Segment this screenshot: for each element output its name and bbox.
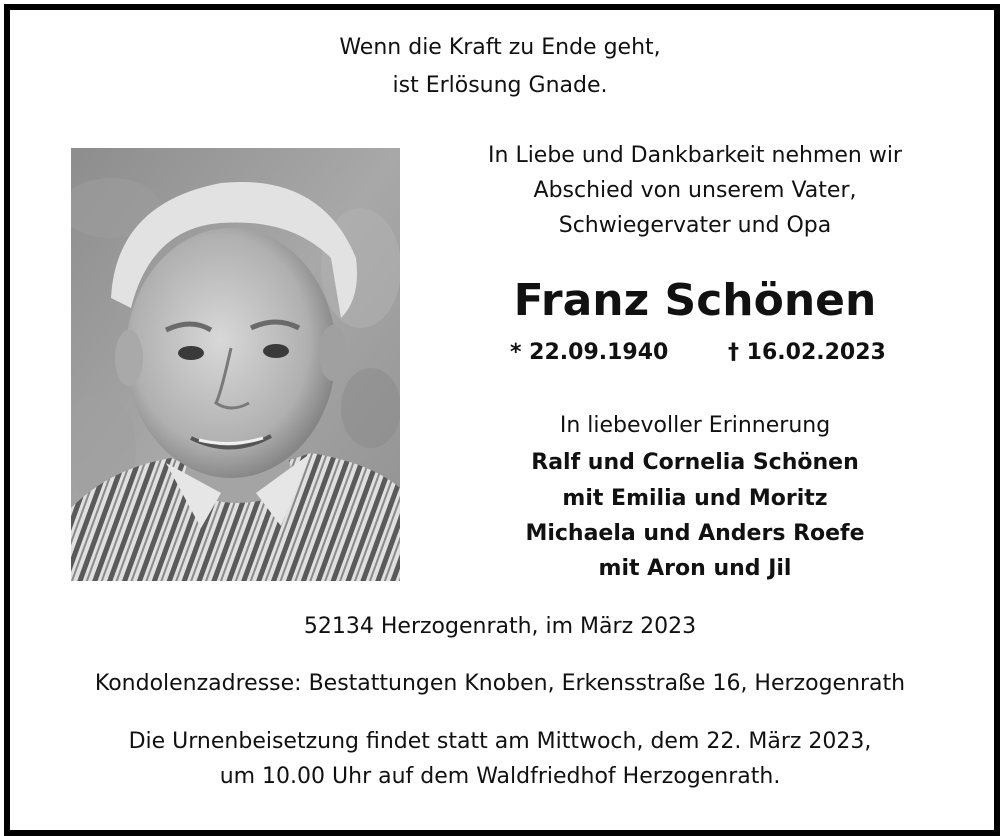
motto-line-1: Wenn die Kraft zu Ende geht, — [339, 35, 661, 60]
mourner-line: mit Emilia und Moritz — [562, 486, 828, 511]
remembrance-heading: In liebevoller Erinnerung — [559, 413, 831, 438]
portrait-photo — [71, 148, 400, 581]
mourner-line: mit Aron und Jil — [598, 556, 792, 581]
motto-line-2: ist Erlösung Gnade. — [392, 73, 608, 98]
burial-info-line-1: Die Urnenbeisetzung findet statt am Mittwoch, dem 22. März 2023, — [128, 729, 872, 754]
place-date: 52134 Herzogenrath, im März 2023 — [303, 614, 697, 639]
intro-line-2: Abschied von unserem Vater, — [533, 178, 857, 203]
deceased-name: Franz Schönen — [513, 275, 877, 326]
intro-line-1: In Liebe und Dankbarkeit nehmen wir — [488, 143, 902, 168]
burial-info-line-2: um 10.00 Uhr auf dem Waldfriedhof Herzogenrath. — [219, 764, 781, 789]
mourner-line: Michaela und Anders Roefe — [525, 521, 865, 546]
intro-line-3: Schwiegervater und Opa — [558, 213, 832, 238]
mourner-line: Ralf und Cornelia Schönen — [531, 450, 859, 475]
birth-date: * 22.09.1940 — [510, 340, 669, 365]
condolence-address: Kondolenzadresse: Bestattungen Knoben, Erkensstraße 16, Herzogenrath — [94, 671, 906, 696]
death-date: † 16.02.2023 — [728, 340, 886, 365]
